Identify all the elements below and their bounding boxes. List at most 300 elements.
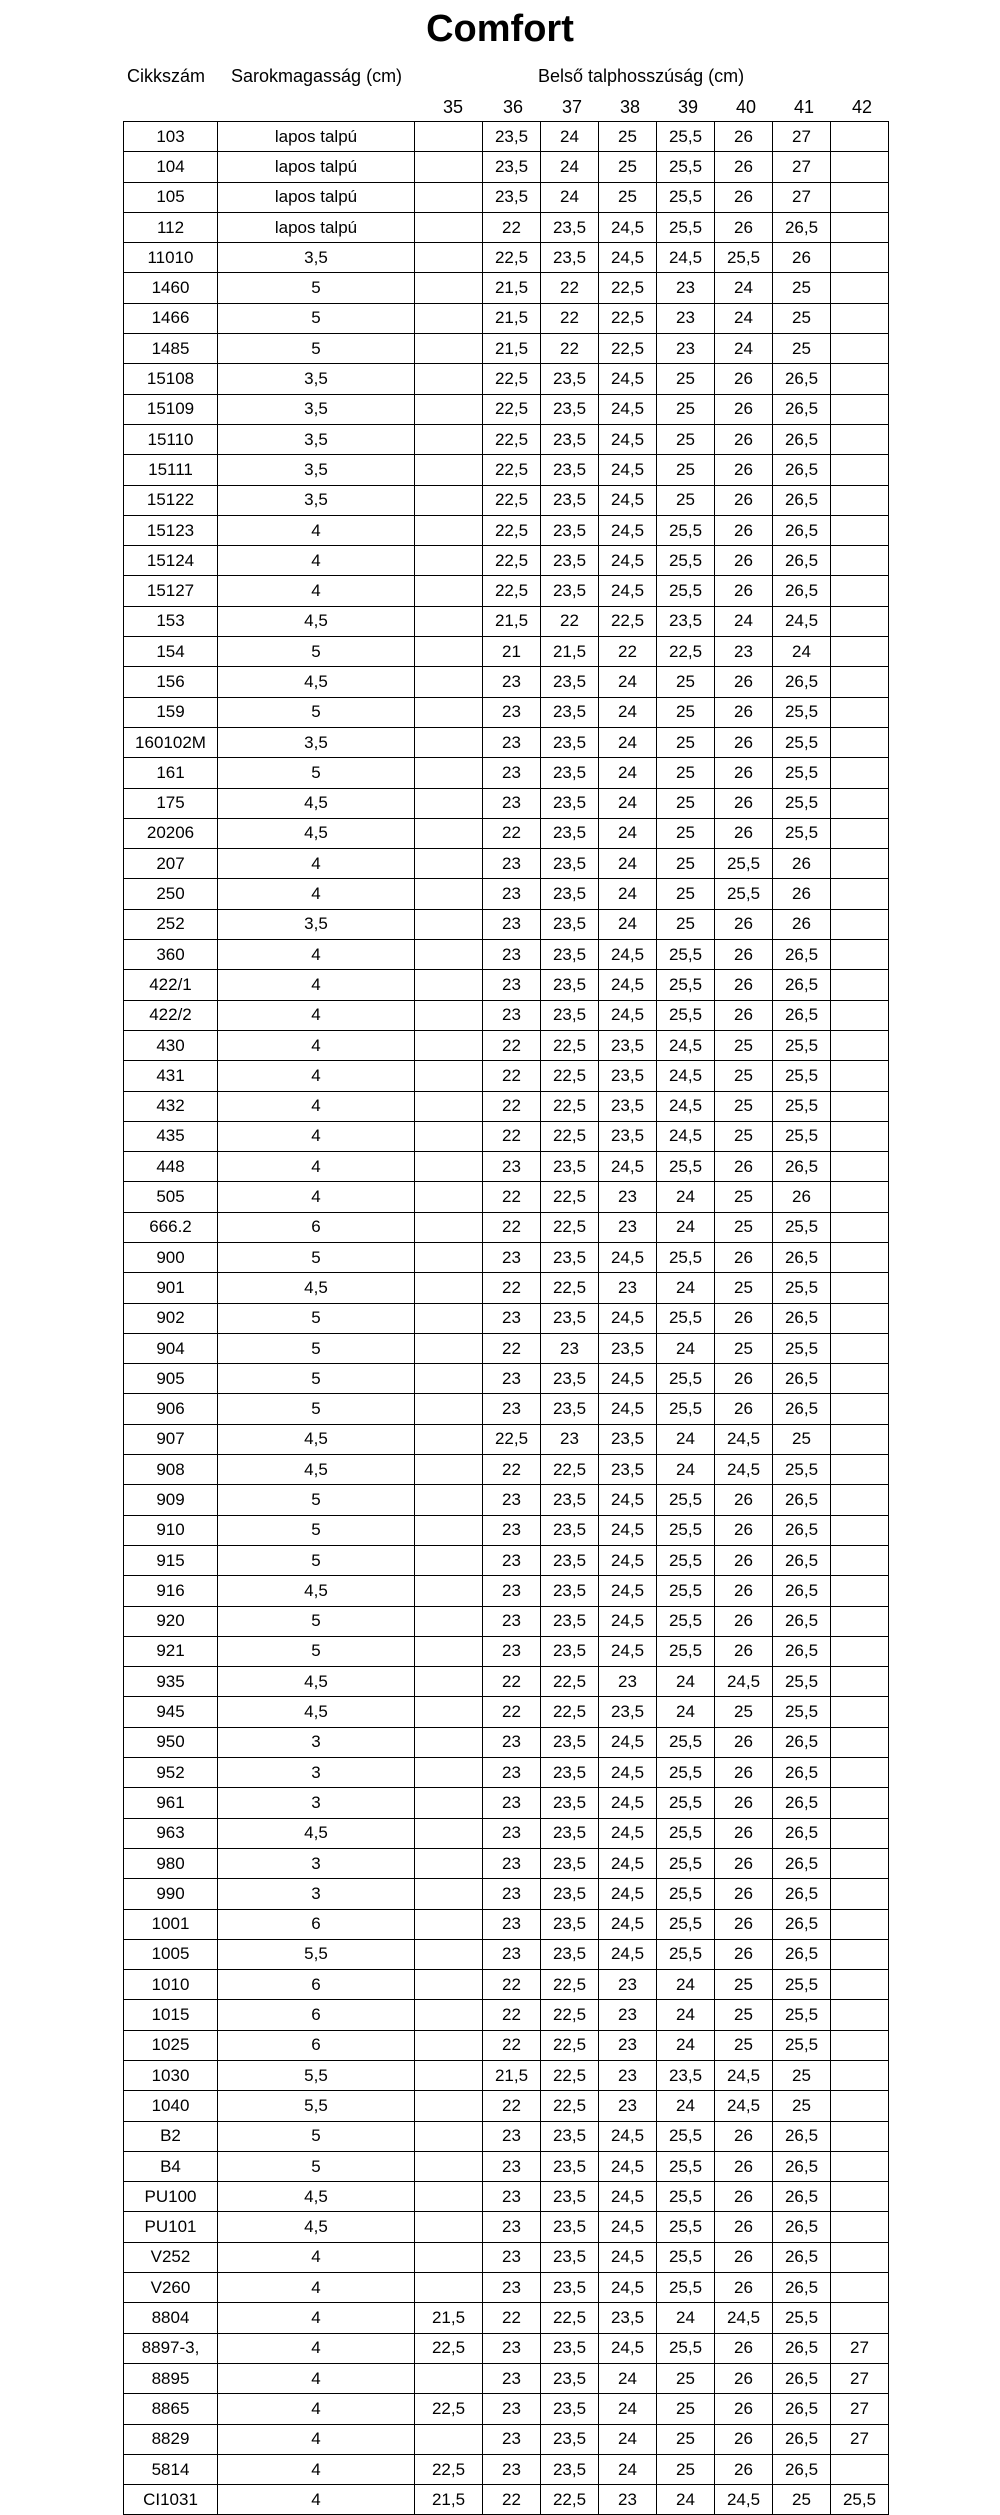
size-cell: 25: [773, 2485, 831, 2515]
heel-height-cell: 3,5: [218, 424, 415, 454]
article-number-cell: 952: [124, 1758, 218, 1788]
size-cell: 25,5: [773, 2000, 831, 2030]
size-cell: [415, 485, 483, 515]
size-cell: 26: [715, 2394, 773, 2424]
size-cell: 23: [483, 1515, 541, 1545]
heel-height-cell: 4: [218, 515, 415, 545]
size-cell: [415, 1939, 483, 1969]
table-row: [124, 546, 889, 576]
size-cell: 24,5: [599, 2182, 657, 2212]
size-cell: 22,5: [483, 424, 541, 454]
size-cell: 24,5: [599, 1242, 657, 1272]
table-row: [124, 1273, 889, 1303]
size-cell: 22,5: [599, 606, 657, 636]
size-cell: 23: [599, 2030, 657, 2060]
size-cell: 25: [599, 152, 657, 182]
size-cell: 26: [715, 909, 773, 939]
article-number-cell: 8804: [124, 2303, 218, 2333]
table-row: [124, 909, 889, 939]
heel-height-cell: 5: [218, 1242, 415, 1272]
article-number-cell: 112: [124, 212, 218, 242]
size-cell: 25: [715, 1970, 773, 2000]
size-cell: 24,5: [599, 1394, 657, 1424]
size-cell: 24: [599, 788, 657, 818]
size-cell: 25,5: [657, 1879, 715, 1909]
size-cell: 23,5: [541, 1909, 599, 1939]
size-cell: 23: [483, 1242, 541, 1272]
heel-height-cell: 4: [218, 2303, 415, 2333]
size-cell: 22,5: [541, 1970, 599, 2000]
size-cell: 23,5: [541, 2394, 599, 2424]
size-cell: [415, 334, 483, 364]
size-cell: [831, 667, 889, 697]
size-cell: 22,5: [541, 1455, 599, 1485]
size-cell: 23,5: [541, 1636, 599, 1666]
size-cell: [831, 1455, 889, 1485]
size-cell: [831, 1121, 889, 1151]
size-cell: 25,5: [657, 576, 715, 606]
table-row: [124, 2424, 889, 2454]
size-cell: 24,5: [715, 1667, 773, 1697]
size-cell: 25,5: [657, 1788, 715, 1818]
size-cell: 23: [599, 2091, 657, 2121]
size-cell: [831, 1545, 889, 1575]
article-number-cell: 161: [124, 758, 218, 788]
size-cell: 25,5: [773, 758, 831, 788]
table-row: [124, 1545, 889, 1575]
size-cell: 23: [483, 2182, 541, 2212]
size-cell: 25,5: [657, 1576, 715, 1606]
size-cell: [831, 546, 889, 576]
article-number-cell: 8829: [124, 2424, 218, 2454]
size-cell: [831, 970, 889, 1000]
size-cell: 26,5: [773, 1576, 831, 1606]
table-row: [124, 1455, 889, 1485]
article-number-cell: 980: [124, 1848, 218, 1878]
heel-height-cell: 5: [218, 1485, 415, 1515]
heel-height-cell: 4: [218, 2394, 415, 2424]
size-cell: 26: [715, 515, 773, 545]
size-cell: 22: [483, 1182, 541, 1212]
size-cell: [831, 424, 889, 454]
size-cell: 22: [483, 1455, 541, 1485]
size-header-37: 37: [562, 97, 583, 117]
size-cell: [831, 2151, 889, 2181]
size-cell: 23,5: [541, 758, 599, 788]
size-cell: 24,5: [599, 424, 657, 454]
heel-height-cell: 4: [218, 576, 415, 606]
size-cell: [831, 1788, 889, 1818]
size-cell: 24,5: [599, 2333, 657, 2363]
size-cell: 24,5: [599, 1909, 657, 1939]
size-cell: 25,5: [657, 1545, 715, 1575]
size-cell: 22,5: [483, 546, 541, 576]
size-cell: 24,5: [599, 515, 657, 545]
size-cell: 22,5: [541, 1030, 599, 1060]
article-number-cell: PU100: [124, 2182, 218, 2212]
size-cell: [415, 2182, 483, 2212]
size-cell: 24,5: [599, 1788, 657, 1818]
table-row: [124, 818, 889, 848]
table-row: [124, 1424, 889, 1454]
size-cell: 25: [657, 2363, 715, 2393]
size-cell: 24,5: [599, 2121, 657, 2151]
size-cell: 24,5: [599, 364, 657, 394]
size-cell: 24: [657, 2303, 715, 2333]
article-number-cell: 8865: [124, 2394, 218, 2424]
size-cell: 25: [657, 485, 715, 515]
size-cell: 22,5: [541, 1697, 599, 1727]
size-cell: 24,5: [599, 1576, 657, 1606]
article-number-header: Cikkszám: [127, 66, 206, 86]
heel-height-cell: 4,5: [218, 1697, 415, 1727]
size-cell: 25: [715, 1333, 773, 1363]
article-number-cell: V252: [124, 2242, 218, 2272]
size-cell: [831, 515, 889, 545]
size-cell: 21,5: [483, 273, 541, 303]
size-cell: 24: [599, 2363, 657, 2393]
size-cell: 24: [657, 1455, 715, 1485]
size-cell: 23,5: [657, 606, 715, 636]
size-cell: [831, 879, 889, 909]
size-cell: [415, 1667, 483, 1697]
size-cell: [415, 940, 483, 970]
size-cell: [831, 1939, 889, 1969]
size-cell: 26,5: [773, 2273, 831, 2303]
table-row: [124, 2394, 889, 2424]
size-cell: 26: [773, 849, 831, 879]
size-cell: 23: [599, 1970, 657, 2000]
size-cell: [415, 1273, 483, 1303]
size-cell: [415, 1576, 483, 1606]
article-number-cell: 160102M: [124, 727, 218, 757]
size-cell: 25,5: [831, 2485, 889, 2515]
size-cell: 26: [715, 2454, 773, 2484]
size-cell: 26,5: [773, 1848, 831, 1878]
article-number-cell: 8897-3,: [124, 2333, 218, 2363]
size-cell: [415, 1242, 483, 1272]
table-row: [124, 1970, 889, 2000]
size-cell: 24: [599, 2394, 657, 2424]
size-cell: 23: [483, 2363, 541, 2393]
size-cell: 26,5: [773, 1606, 831, 1636]
size-cell: 24: [599, 667, 657, 697]
size-cell: 25,5: [657, 1818, 715, 1848]
size-cell: 23: [483, 2333, 541, 2363]
size-cell: [831, 1485, 889, 1515]
size-cell: 26: [715, 940, 773, 970]
article-number-cell: 905: [124, 1364, 218, 1394]
article-number-cell: 156: [124, 667, 218, 697]
size-cell: 24: [657, 1273, 715, 1303]
size-cell: 23: [483, 2394, 541, 2424]
table-row: [124, 788, 889, 818]
size-cell: 23,5: [541, 2363, 599, 2393]
size-cell: 23,5: [599, 1030, 657, 1060]
article-number-cell: 921: [124, 1636, 218, 1666]
size-cell: [415, 2424, 483, 2454]
heel-height-cell: 5: [218, 334, 415, 364]
size-cell: 25: [657, 788, 715, 818]
size-cell: 25,5: [657, 1848, 715, 1878]
size-cell: 24,5: [715, 2061, 773, 2091]
size-cell: 26,5: [773, 2394, 831, 2424]
size-cell: 23,5: [657, 2061, 715, 2091]
heel-height-cell: 5,5: [218, 2061, 415, 2091]
table-row: [124, 2030, 889, 2060]
size-cell: 23: [657, 273, 715, 303]
size-cell: [831, 1212, 889, 1242]
size-cell: 25: [715, 2030, 773, 2060]
size-cell: [831, 1606, 889, 1636]
size-cell: 26: [715, 727, 773, 757]
size-cell: 24,5: [599, 2242, 657, 2272]
heel-height-cell: 4: [218, 1182, 415, 1212]
size-cell: 23,5: [541, 909, 599, 939]
article-number-cell: 910: [124, 1515, 218, 1545]
table-row: [124, 2151, 889, 2181]
table-row: [124, 212, 889, 242]
article-number-cell: 15110: [124, 424, 218, 454]
size-cell: 25,5: [773, 1212, 831, 1242]
size-cell: [415, 2151, 483, 2181]
heel-height-cell: 4,5: [218, 2212, 415, 2242]
size-cell: 26,5: [773, 576, 831, 606]
heel-height-cell: 6: [218, 1212, 415, 1242]
heel-height-cell: 4,5: [218, 606, 415, 636]
article-number-cell: 906: [124, 1394, 218, 1424]
heel-height-cell: 4,5: [218, 667, 415, 697]
size-cell: [831, 485, 889, 515]
size-cell: 23: [483, 940, 541, 970]
size-cell: 26,5: [773, 1758, 831, 1788]
size-cell: 26: [715, 546, 773, 576]
size-cell: [415, 455, 483, 485]
size-cell: [831, 2000, 889, 2030]
size-cell: 25,5: [657, 1485, 715, 1515]
size-cell: [415, 1818, 483, 1848]
insole-length-header: Belső talphosszúság (cm): [538, 66, 745, 86]
size-cell: 25,5: [773, 2303, 831, 2333]
size-cell: 23: [483, 667, 541, 697]
size-cell: 26: [715, 1727, 773, 1757]
size-cell: 23,5: [541, 1939, 599, 1969]
size-cell: 25: [657, 424, 715, 454]
size-cell: 26: [715, 1515, 773, 1545]
size-cell: 22: [483, 2303, 541, 2333]
size-cell: [415, 1333, 483, 1363]
size-cell: 26: [715, 697, 773, 727]
size-cell: 26: [715, 788, 773, 818]
heel-height-cell: 4: [218, 1000, 415, 1030]
size-cell: [415, 2242, 483, 2272]
size-cell: 22: [483, 1091, 541, 1121]
article-number-cell: 990: [124, 1879, 218, 1909]
heel-height-cell: 3,5: [218, 243, 415, 273]
size-cell: 23: [483, 1788, 541, 1818]
heel-height-cell: 4: [218, 1152, 415, 1182]
size-cell: 26: [715, 1000, 773, 1030]
table-row: [124, 424, 889, 454]
size-cell: 26,5: [773, 970, 831, 1000]
table-row: [124, 2121, 889, 2151]
table-row: [124, 455, 889, 485]
size-cell: [415, 1152, 483, 1182]
table-row: [124, 1879, 889, 1909]
size-cell: 26: [715, 1303, 773, 1333]
size-cell: [415, 1485, 483, 1515]
size-cell: 25,5: [657, 1909, 715, 1939]
size-cell: 22: [483, 1212, 541, 1242]
size-cell: 25,5: [773, 1455, 831, 1485]
heel-height-cell: 4: [218, 1091, 415, 1121]
size-cell: 26,5: [773, 940, 831, 970]
size-cell: 22: [483, 1667, 541, 1697]
table-row: [124, 1182, 889, 1212]
size-cell: [831, 1242, 889, 1272]
size-cell: 26: [715, 364, 773, 394]
size-cell: [415, 1879, 483, 1909]
article-number-cell: 20206: [124, 818, 218, 848]
size-cell: 23: [483, 1545, 541, 1575]
size-cell: 23,5: [541, 212, 599, 242]
size-cell: 26: [715, 2424, 773, 2454]
size-cell: 23: [715, 637, 773, 667]
size-cell: [831, 364, 889, 394]
size-cell: 23,5: [541, 394, 599, 424]
article-number-cell: 907: [124, 1424, 218, 1454]
size-cell: 23,5: [541, 697, 599, 727]
size-cell: [831, 1636, 889, 1666]
size-cell: 23,5: [541, 1364, 599, 1394]
size-cell: [831, 2303, 889, 2333]
size-cell: 24,5: [599, 1727, 657, 1757]
article-number-cell: 1010: [124, 1970, 218, 2000]
size-cell: 23: [657, 334, 715, 364]
size-cell: [831, 727, 889, 757]
article-number-cell: 431: [124, 1061, 218, 1091]
size-cell: 23,5: [541, 940, 599, 970]
size-cell: [831, 1848, 889, 1878]
size-cell: [831, 122, 889, 152]
heel-height-cell: 5: [218, 1333, 415, 1363]
size-cell: 24,5: [715, 2303, 773, 2333]
size-cell: [415, 1000, 483, 1030]
size-cell: 25: [773, 2061, 831, 2091]
table-row: [124, 1212, 889, 1242]
size-cell: 22,5: [415, 2394, 483, 2424]
size-cell: [831, 334, 889, 364]
size-cell: [415, 1697, 483, 1727]
size-cell: 26,5: [773, 1515, 831, 1545]
size-chart-table: [123, 121, 889, 2515]
article-number-cell: 250: [124, 879, 218, 909]
size-cell: [831, 212, 889, 242]
size-cell: 24,5: [599, 1152, 657, 1182]
size-cell: 25,5: [773, 727, 831, 757]
size-cell: [415, 1030, 483, 1060]
size-cell: 22: [483, 1030, 541, 1060]
article-number-cell: 950: [124, 1727, 218, 1757]
size-cell: 23,5: [541, 1879, 599, 1909]
size-cell: 24,5: [599, 1818, 657, 1848]
size-cell: [831, 2273, 889, 2303]
heel-height-cell: 5: [218, 1545, 415, 1575]
heel-height-cell: 5: [218, 697, 415, 727]
size-cell: 24: [657, 1424, 715, 1454]
heel-height-cell: 4: [218, 1121, 415, 1151]
size-cell: 26: [773, 243, 831, 273]
size-cell: 26,5: [773, 1909, 831, 1939]
article-number-cell: 5814: [124, 2454, 218, 2484]
size-cell: 23: [483, 849, 541, 879]
heel-height-cell: 3,5: [218, 909, 415, 939]
size-cell: 26: [715, 1364, 773, 1394]
size-cell: 25,5: [773, 1030, 831, 1060]
size-cell: 25,5: [657, 940, 715, 970]
size-cell: 22: [483, 1273, 541, 1303]
size-cell: 23,5: [541, 1303, 599, 1333]
size-cell: 23: [483, 1000, 541, 1030]
size-cell: 24,5: [599, 1939, 657, 1969]
size-cell: [831, 1727, 889, 1757]
heel-height-cell: 4,5: [218, 2182, 415, 2212]
size-cell: 25,5: [657, 546, 715, 576]
table-row: [124, 849, 889, 879]
size-cell: 25,5: [657, 1515, 715, 1545]
size-cell: 23,5: [483, 122, 541, 152]
article-number-cell: 430: [124, 1030, 218, 1060]
size-cell: [831, 1000, 889, 1030]
table-row: [124, 1364, 889, 1394]
heel-height-cell: 3: [218, 1758, 415, 1788]
table-row: [124, 243, 889, 273]
size-cell: 22: [483, 1061, 541, 1091]
size-cell: 26: [715, 970, 773, 1000]
size-cell: 25: [715, 1091, 773, 1121]
heel-height-cell: 6: [218, 2000, 415, 2030]
size-cell: 25,5: [657, 2242, 715, 2272]
size-cell: 23: [483, 1758, 541, 1788]
size-cell: 27: [773, 122, 831, 152]
article-number-cell: 360: [124, 940, 218, 970]
heel-height-cell: lapos talpú: [218, 122, 415, 152]
size-cell: 25,5: [657, 2182, 715, 2212]
size-cell: [831, 606, 889, 636]
heel-height-cell: 4: [218, 2485, 415, 2515]
size-cell: 25: [599, 182, 657, 212]
size-cell: [831, 1818, 889, 1848]
table-row: [124, 1152, 889, 1182]
size-cell: 24,5: [715, 1424, 773, 1454]
article-number-cell: 15108: [124, 364, 218, 394]
heel-height-cell: 6: [218, 1909, 415, 1939]
size-cell: [415, 1636, 483, 1666]
size-cell: 25,5: [657, 122, 715, 152]
size-cell: [831, 2091, 889, 2121]
size-cell: 24,5: [657, 1030, 715, 1060]
size-cell: 22,5: [541, 1182, 599, 1212]
size-cell: 26: [715, 2363, 773, 2393]
size-cell: [831, 1333, 889, 1363]
table-row: [124, 1303, 889, 1333]
table-row: [124, 2061, 889, 2091]
size-cell: 23,5: [541, 727, 599, 757]
size-cell: 25,5: [773, 1091, 831, 1121]
size-cell: 23,5: [541, 2151, 599, 2181]
size-cell: 26,5: [773, 2333, 831, 2363]
size-cell: 25: [715, 1061, 773, 1091]
